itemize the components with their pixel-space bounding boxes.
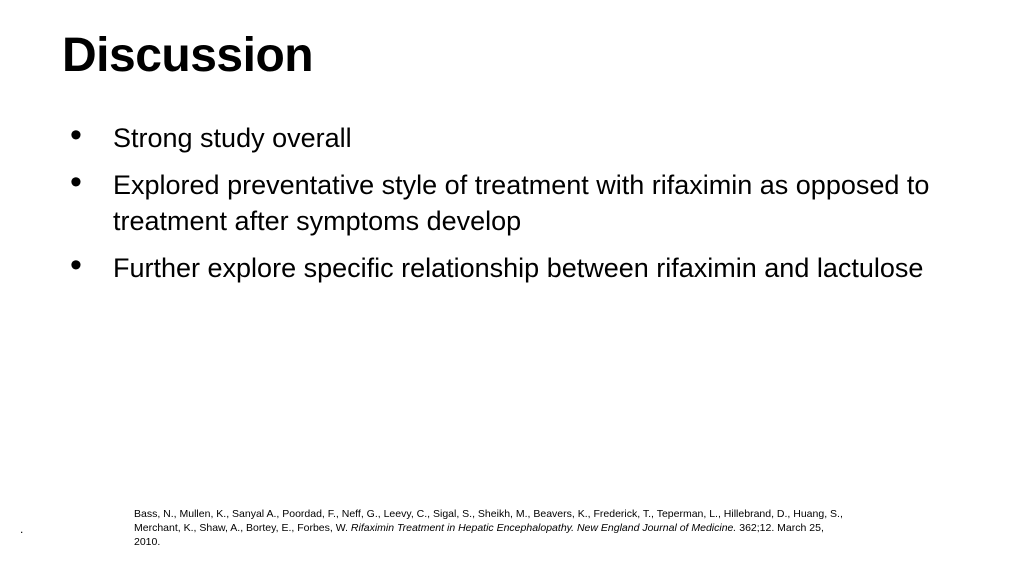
bullet-item xyxy=(70,116,950,156)
bullet-text: Further explore specific relationship between rifaximin and lactulose xyxy=(113,253,924,283)
corner-mark: . xyxy=(20,522,24,536)
bullet-text: Strong study overall xyxy=(113,123,352,153)
bullet-list xyxy=(70,116,950,297)
citation-details: 362;12. March 25, 2010. xyxy=(134,522,824,548)
citation-title: Rifaximin Treatment in Hepatic Encephalopathy. New England Journal of Medicine. xyxy=(350,522,737,534)
citation-authors: Bass, N., Mullen, K., Sanyal A., Poordad, F., Neff, G., Leevy, C., Sigal, S., Sheikh, M., Beavers, K., Frederick, T., Teperman, L., Hillebrand, D., Huang, S., Merchant, K., Shaw, A., Bortey, E., Forbes, W. xyxy=(134,508,843,534)
citation xyxy=(134,507,844,549)
bullet-icon: • xyxy=(70,116,82,154)
bullet-item xyxy=(70,163,950,239)
bullet-text: Explored preventative style of treatment with rifaximin as opposed to treatment after symptoms develop xyxy=(113,170,930,236)
bullet-item xyxy=(70,246,950,286)
slide-title: Discussion xyxy=(62,29,314,82)
bullet-icon: • xyxy=(70,163,82,201)
bullet-icon: • xyxy=(70,246,82,284)
